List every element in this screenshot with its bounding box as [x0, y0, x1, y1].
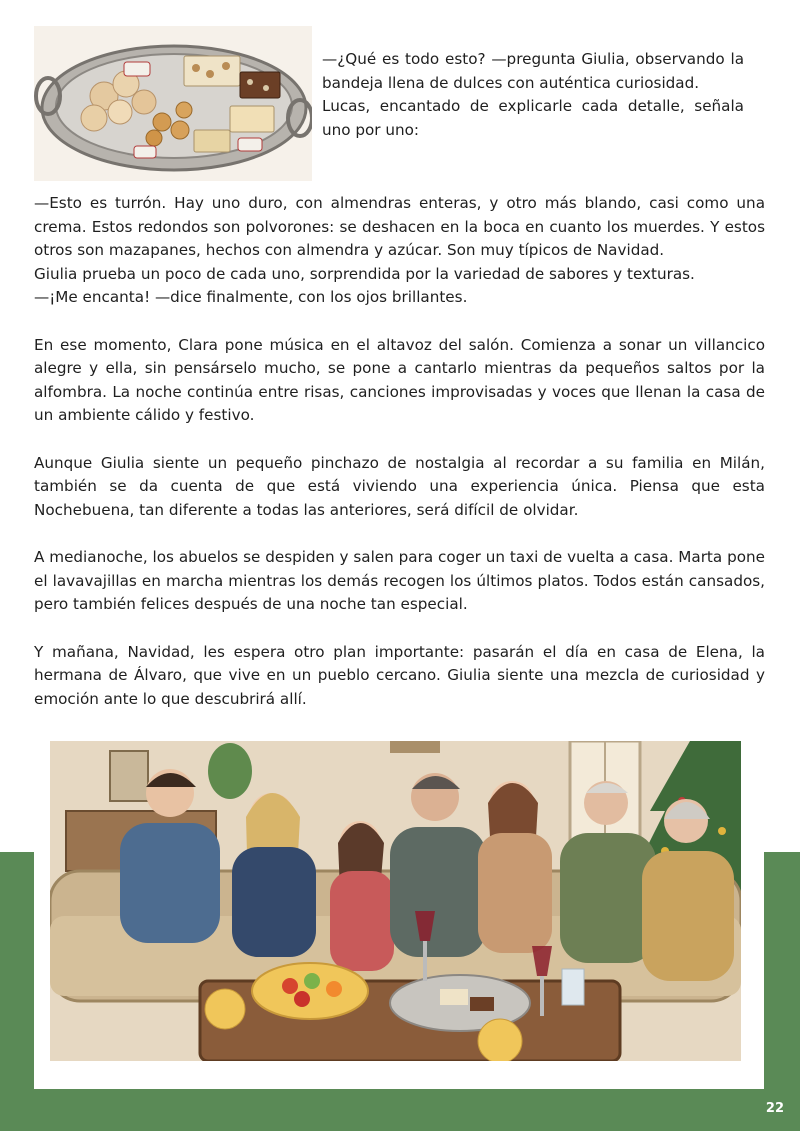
paragraph-midnight: A medianoche, los abuelos se despiden y salen para coger un taxi de vuelta a casa. Marta pone el lavavajillas en marcha mientras los demás recogen los últimos platos. Todos están cansados, pero también felices después de una noche tan especial.	[34, 548, 765, 613]
family-living-room-illustration	[50, 741, 741, 1061]
paragraph-gap	[34, 617, 765, 641]
narration-giulia-tastes: Giulia prueba un poco de cada uno, sorprendida por la variedad de sabores y texturas.	[34, 264, 695, 283]
paragraph-nostalgia: Aunque Giulia siente un pequeño pinchazo de nostalgia al recordar a su familia en Milán, también se da cuenta de que está viviendo una experiencia única. Piensa que esta Nochebuena, tan diferente a todas las anteriores, será difícil de olvidar.	[34, 453, 765, 519]
body-text	[34, 192, 765, 711]
dialogue-turron: —Esto es turrón. Hay uno duro, con almendras enteras, y otro más blando, casi como una crema. Estos redondos son polvorones: se deshacen en la boca en cuanto los muerdes. Y estos otros son mazapanes, hechos con almendra y azúcar. Son muy típicos de Navidad.	[34, 194, 765, 259]
paragraph-gap	[34, 522, 765, 546]
dialogue-question: —¿Qué es todo esto? —pregunta Giulia, observando la bandeja llena de dulces con auténtica curiosidad.	[322, 50, 744, 92]
paragraph-gap	[34, 310, 765, 334]
paragraph-music: En ese momento, Clara pone música en el altavoz del salón. Comienza a sonar un villancico alegre y ella, sin pensárselo mucho, se pone a cantarlo mientras da pequeños saltos por la alfombra. La noche continúa entre risas, canciones improvisadas y voces que llenan la casa de un ambiente cálido y festivo.	[34, 335, 765, 424]
intro-text	[322, 48, 744, 142]
dialogue-me-encanta: —¡Me encanta! —dice finalmente, con los ojos brillantes.	[34, 288, 468, 306]
page-number: 22	[765, 1101, 784, 1116]
sweets-tray-drawing	[34, 26, 312, 181]
family-scene-drawing	[50, 741, 741, 1061]
paragraph-gap	[34, 428, 765, 452]
paragraph-tomorrow: Y mañana, Navidad, les espera otro plan importante: pasarán el día en casa de Elena, la hermana de Álvaro, que vive en un pueblo cercano. Giulia siente una mezcla de curiosidad y emoción ante lo que descubrirá allí.	[34, 642, 765, 708]
sweets-tray-illustration	[34, 26, 312, 181]
narration-lucas: Lucas, encantado de explicarle cada detalle, señala uno por uno:	[322, 97, 744, 139]
